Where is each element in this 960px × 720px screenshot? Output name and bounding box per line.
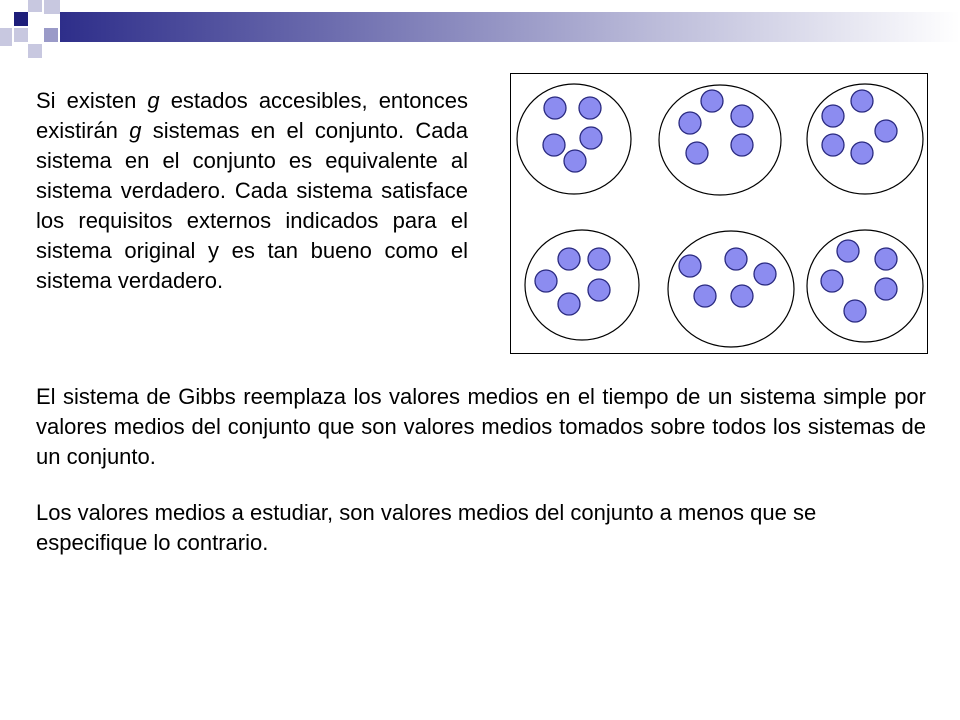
header-square-light <box>14 28 28 42</box>
particle <box>679 255 701 277</box>
particle <box>754 263 776 285</box>
particle <box>544 97 566 119</box>
particle <box>579 97 601 119</box>
header-square-mid <box>44 28 58 42</box>
particle <box>875 248 897 270</box>
ensemble-diagram <box>510 73 928 354</box>
variable-g: g <box>129 118 142 143</box>
particle <box>875 278 897 300</box>
ensemble-svg <box>511 74 929 355</box>
particle <box>694 285 716 307</box>
particle <box>701 90 723 112</box>
intro-text-start: Si existen <box>36 88 148 113</box>
particle <box>821 270 843 292</box>
particle <box>679 112 701 134</box>
particle <box>558 248 580 270</box>
particle <box>731 134 753 156</box>
particle <box>564 150 586 172</box>
particle <box>851 90 873 112</box>
particle <box>822 134 844 156</box>
particle <box>837 240 859 262</box>
particle <box>875 120 897 142</box>
header-square-dark <box>14 12 28 26</box>
particle <box>543 134 565 156</box>
gibbs-paragraph: El sistema de Gibbs reemplaza los valores medios en el tiempo de un sistema simple por valores medios del conjunto que son valores medios tomados sobre todos los sistemas de un conjunto. <box>36 384 926 469</box>
header-square-light <box>44 0 60 14</box>
particle <box>725 248 747 270</box>
particle <box>580 127 602 149</box>
intro-paragraph <box>36 86 468 296</box>
particle <box>588 279 610 301</box>
particle <box>686 142 708 164</box>
header-gradient-bar <box>60 12 960 42</box>
intro-text-rest: sistemas en el conjunto. Cada sistema en el conjunto es equivalente al sistema verdadero. Cada sistema satisface los requisitos externos indicados para el sistema original y es tan bueno como el sistema verdadero. <box>36 118 468 293</box>
ensemble-averages-paragraph: Los valores medios a estudiar, son valores medios del conjunto a menos que se especifique lo contrario. <box>36 500 817 555</box>
particle <box>731 285 753 307</box>
system-ellipse <box>668 231 794 347</box>
particle <box>851 142 873 164</box>
particle <box>535 270 557 292</box>
system-ellipse <box>517 84 631 194</box>
header-square-light <box>28 0 42 12</box>
header-square-light <box>28 44 42 58</box>
header-square-light <box>0 28 12 46</box>
particle <box>558 293 580 315</box>
intro-text-mid: estados accesibles, entonces existirán <box>36 88 468 143</box>
particle <box>844 300 866 322</box>
variable-g: g <box>147 88 160 113</box>
particle <box>588 248 610 270</box>
particle <box>731 105 753 127</box>
particle <box>822 105 844 127</box>
